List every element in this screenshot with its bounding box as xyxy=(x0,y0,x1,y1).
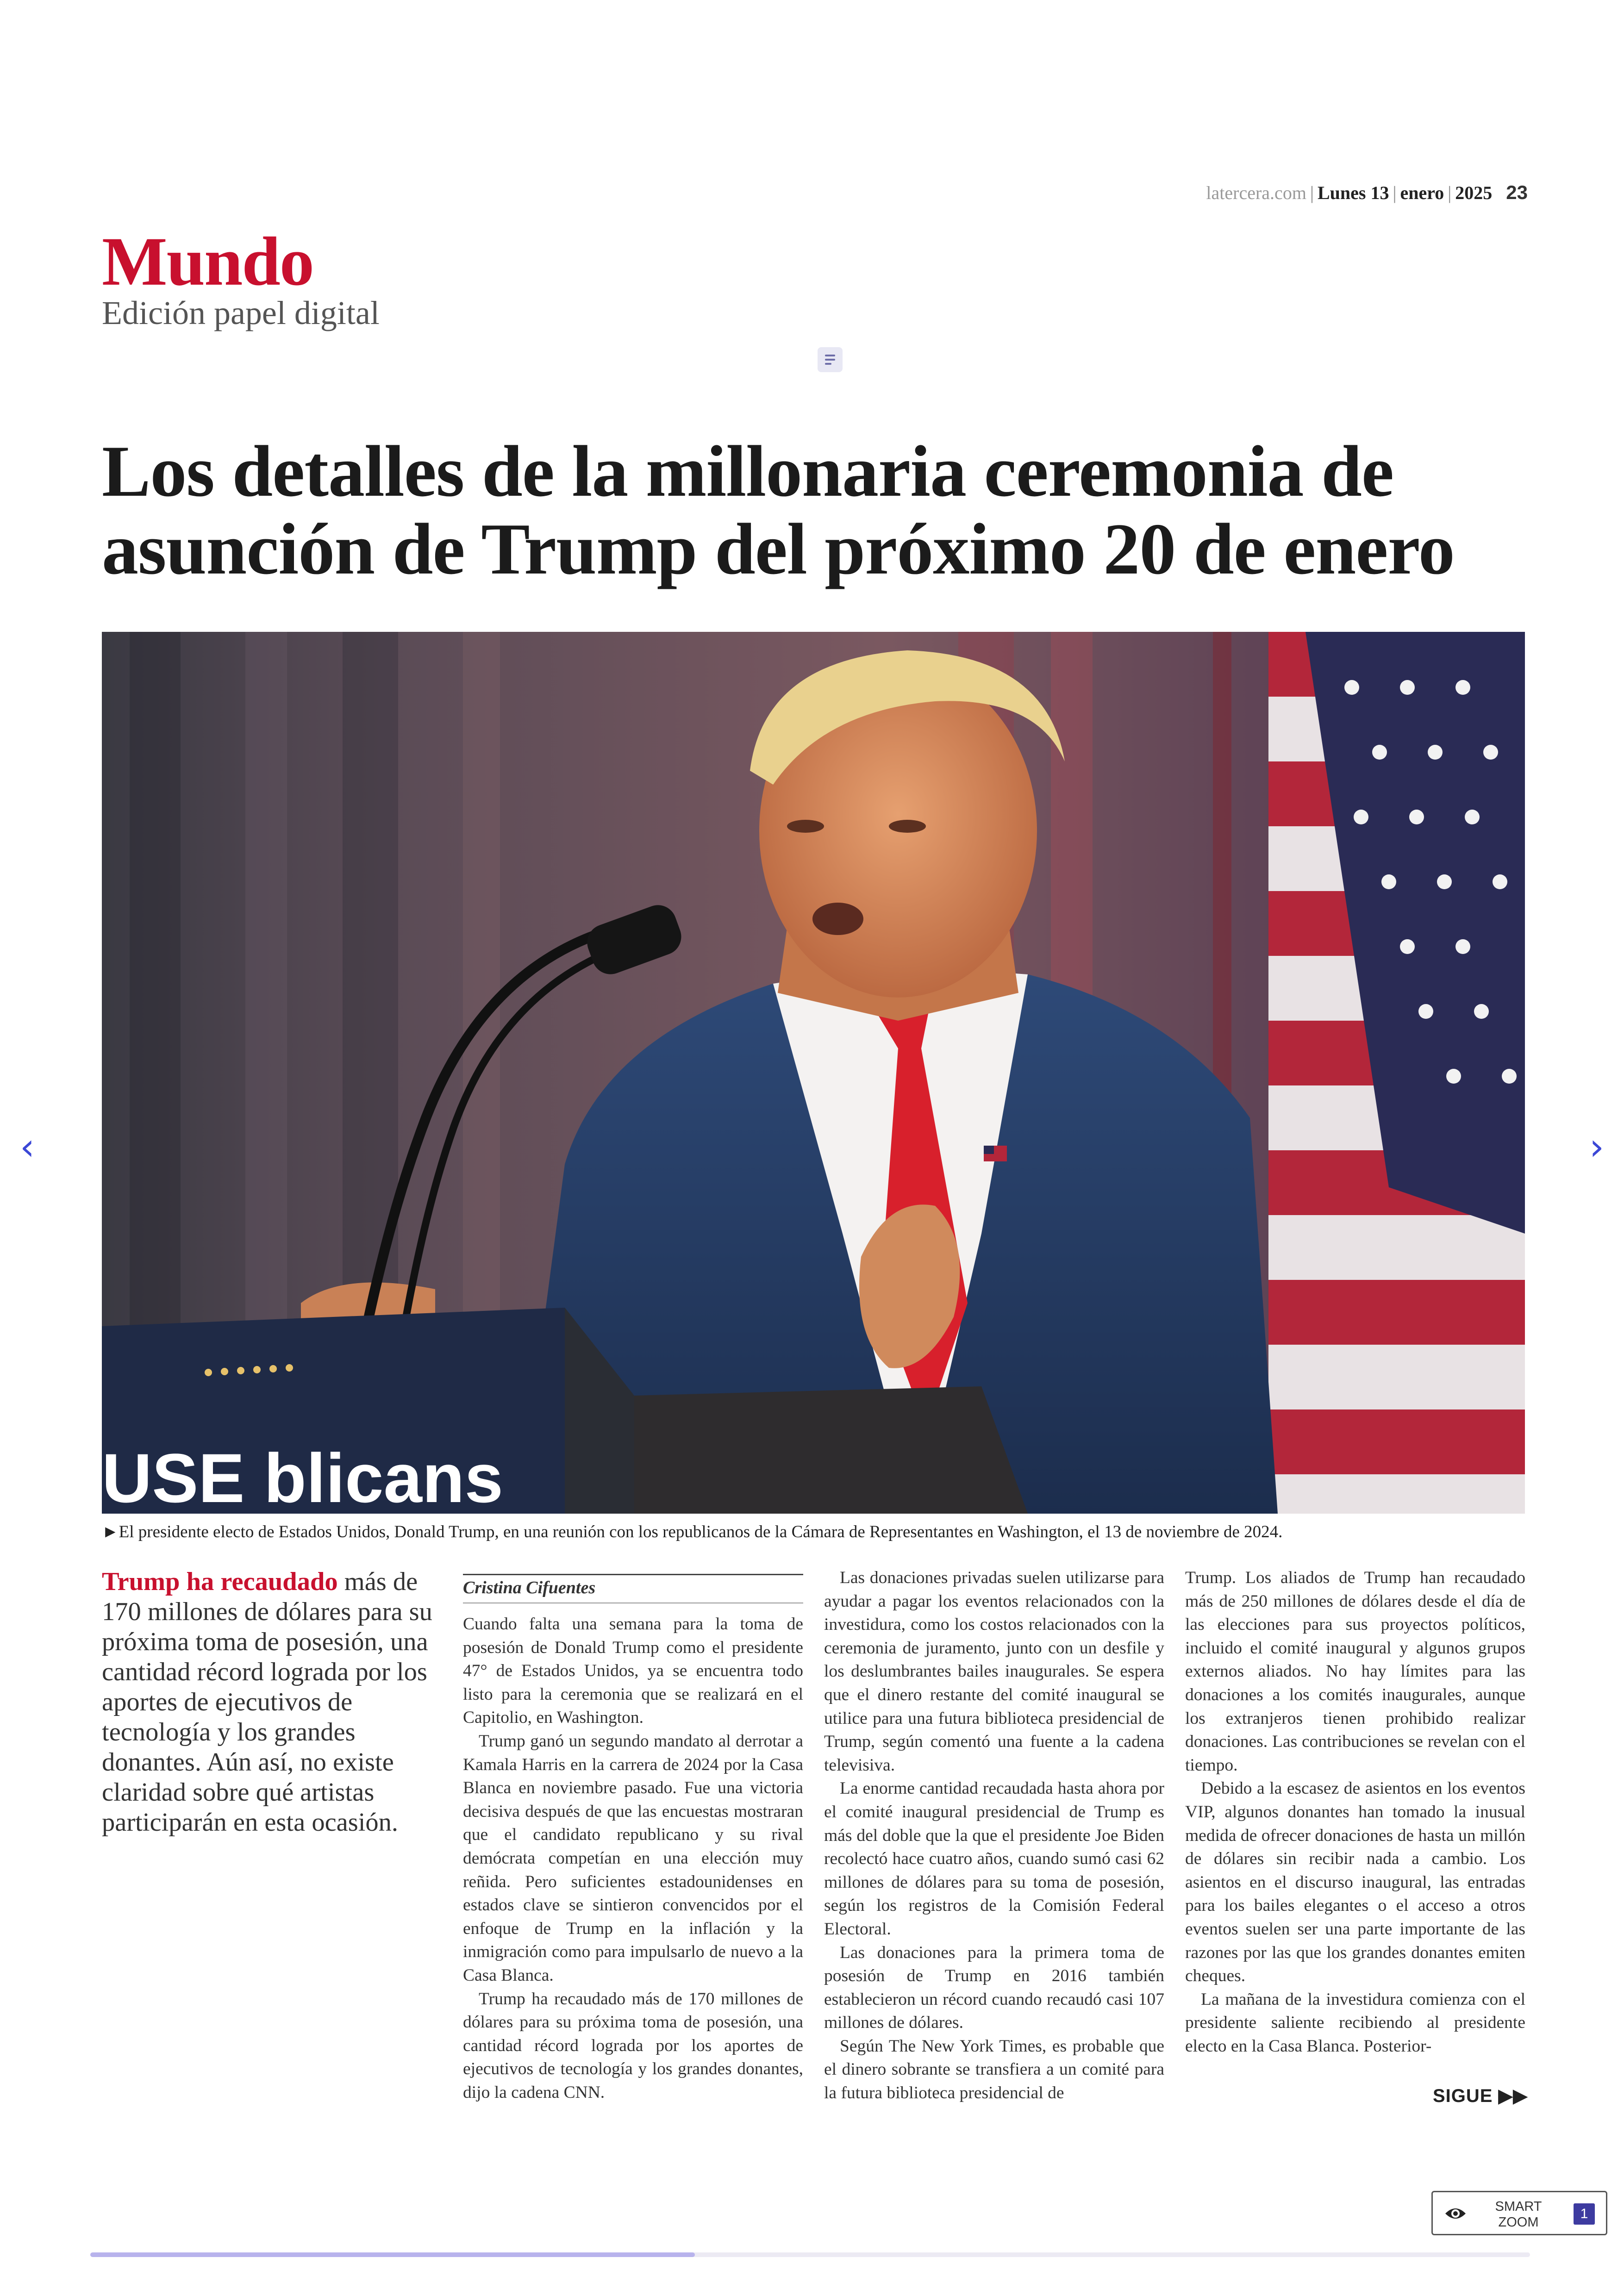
lectern-text: USE blicans xyxy=(102,1439,503,1514)
smart-zoom-button[interactable] xyxy=(1431,2191,1607,2235)
lead-highlight: Trump ha recaudado xyxy=(102,1567,338,1596)
eye-icon xyxy=(1444,2204,1467,2223)
next-page-button[interactable] xyxy=(1576,1119,1618,1175)
chevron-left-icon: ‹ xyxy=(20,1125,35,1168)
paragraph: Trump. Los aliados de Trump han recaudado más de 250 millones de dólares desde el día de las elecciones para sus proyectos políticos, incluido el comité inaugural y algunos grupos externos aliados. No hay límites para las donaciones a los comités inaugurales, aunque los extranjeros tienen prohibido realizar donaciones. Las contribuciones se revelan con el tiempo. xyxy=(1185,1568,1525,1775)
article-column-1 xyxy=(463,1613,803,2104)
paragraph: Las donaciones para la primera toma de posesión de Trump en 2016 también establecieron un récord cuando recaudó casi 107 millones de dólares. xyxy=(824,1943,1164,2033)
date-year: 2025 xyxy=(1455,182,1493,203)
paragraph: La enorme cantidad recaudada hasta ahora por el comité inaugural presidencial de Trump es más del doble que la que el presidente Joe Biden recolectó hace cuatro años, cuando sumó casi 62 millones de dólares para su toma de posesión, según los registros de la Comisión Federal Electoral. xyxy=(824,1779,1164,1939)
byline-divider xyxy=(463,1574,803,1575)
note-icon[interactable] xyxy=(818,347,843,372)
caption-marker: ► xyxy=(102,1522,119,1541)
smart-zoom-label: SMART ZOOM xyxy=(1495,2199,1542,2230)
lead-text: más de 170 millones de dólares para su próxima toma de posesión, una cantidad récord lograda por los aportes de ejecutivos de tecnología y los grandes donantes. Aún así, no existe claridad sobre qué artistas participarán en esta ocasión. xyxy=(102,1567,432,1837)
page-number: 23 xyxy=(1506,181,1528,203)
date-month: enero xyxy=(1400,182,1444,203)
site-name: latercera.com xyxy=(1206,182,1306,203)
section-subtitle: Edición papel digital xyxy=(102,294,380,331)
paragraph: La mañana de la investidura comienza con el presidente saliente recibiendo al presidente electo en la Casa Blanca. Posterior- xyxy=(1185,1989,1525,2056)
article-column-2 xyxy=(824,1566,1164,2105)
article-byline: Cristina Cifuentes xyxy=(463,1578,596,1597)
paragraph: Las donaciones privadas suelen utilizarse para ayudar a pagar los eventos relacionados con la investidura, como los costos relacionados con la ceremonia de juramento, junto con un desfile y los deslumbrantes bailes inaugurales. Se espera que el dinero restante del comité inaugural se utilice para una futura biblioteca presidencial de Trump, según comentó una fuente a la cadena televisiva. xyxy=(824,1568,1164,1775)
photo-caption xyxy=(102,1521,1537,1544)
continue-label: SIGUE ▶▶ xyxy=(1433,2086,1528,2106)
chevron-right-icon: › xyxy=(1589,1125,1604,1168)
paragraph: Trump ha recaudado más de 170 millones de dólares para su próxima toma de posesión, una cantidad récord lograda por los aportes de ejecutivos de tecnología y los grandes donantes, dijo la cadena CNN. xyxy=(463,1989,803,2102)
smart-zoom-badge: 1 xyxy=(1574,2203,1595,2225)
caption-text: El presidente electo de Estados Unidos, Donald Trump, en una reunión con los republicanos de la Cámara de Representantes en Washington, el 13 de noviembre de 2024. xyxy=(119,1522,1283,1541)
page-date-line: latercera.com | Lunes 13 | enero | 2025 23 xyxy=(1206,181,1528,203)
section-title: Mundo xyxy=(102,223,313,300)
paragraph: Trump ganó un segundo mandato al derrotar a Kamala Harris en la carrera de 2024 por la Casa Blanca en noviembre pasado. Fue una victoria decisiva después de que las encuestas mostraran que el candidato republicano y su rival demócrata competían en una elección muy reñida. Pero suficientes estadounidenses en estados clave se sintieron convencidos por el enfoque de Trump en la inflación y la inmigración como para impulsarlo de nuevo a la Casa Blanca. xyxy=(463,1731,803,1985)
previous-page-button[interactable] xyxy=(6,1119,48,1175)
paragraph: Cuando falta una semana para la toma de posesión de Donald Trump como el presidente 47° de Estados Unidos, ya se encuentra todo listo para la ceremonia que se realizará en el Capitolio, en Washington. xyxy=(463,1615,803,1727)
article-column-3 xyxy=(1185,1566,1525,2058)
reading-progress-fill xyxy=(90,2252,695,2257)
paragraph: Según The New York Times, es probable que el dinero sobrante se transfiera a un comité para la futura biblioteca presidencial de xyxy=(824,2036,1164,2103)
article-photo xyxy=(102,632,1525,1514)
paragraph: Debido a la escasez de asientos en los eventos VIP, algunos donantes han tomado la inusual medida de ofrecer donaciones de hasta un millón de dólares sin recibir nada a cambio. Los asientos en el discurso inaugural, las entradas para los bailes elegantes o el acceso a otros eventos suelen ser una parte importante de las razones por las que los grandes donantes emiten cheques. xyxy=(1185,1779,1525,1986)
article-lead xyxy=(102,1567,435,1838)
article-headline: Los detalles de la millonaria ceremonia de asunción de Trump del próximo 20 de enero xyxy=(102,431,1455,590)
date-day: Lunes 13 xyxy=(1317,182,1389,203)
